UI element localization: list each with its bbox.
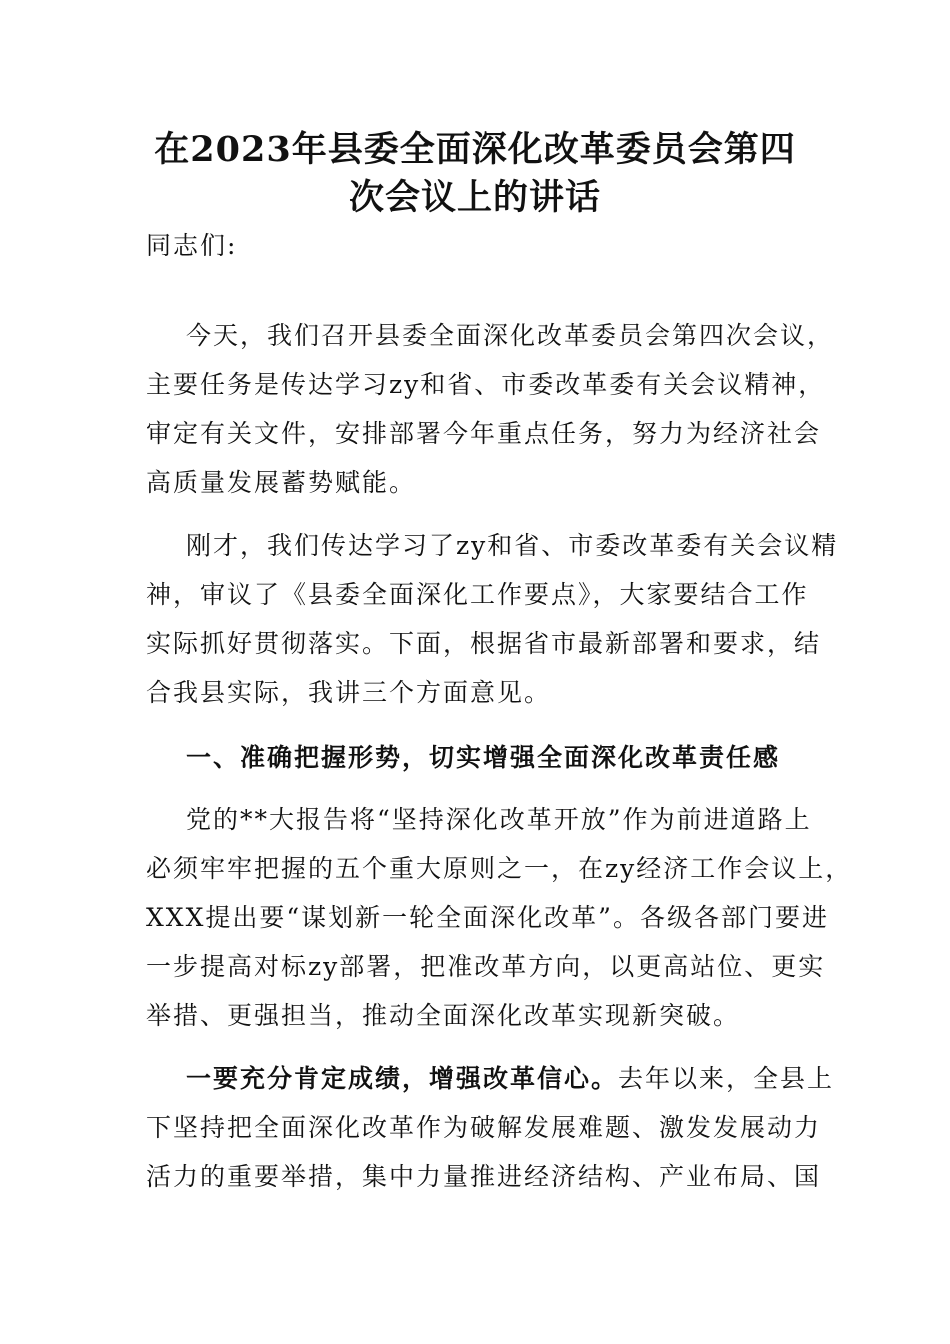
paragraph-4-line-1	[186, 1061, 834, 1097]
paragraph-2-line-1: 刚才，我们传达学习了zy和省、市委改革委有关会议精	[186, 531, 839, 560]
paragraph-3-line-3: XXX提出要“谋划新一轮全面深化改革”。各级各部门要进	[146, 903, 829, 932]
paragraph-4-line-2: 下坚持把全面深化改革作为破解发展难题、激发发展动力	[146, 1113, 822, 1142]
salutation: 同志们:	[146, 231, 238, 260]
paragraph-4-line-3: 活力的重要举措，集中力量推进经济结构、产业布局、国	[146, 1162, 822, 1191]
paragraph-2-line-3: 实际抓好贯彻落实。下面，根据省市最新部署和要求，结	[146, 629, 822, 658]
paragraph-2-line-4: 合我县实际，我讲三个方面意见。	[146, 678, 552, 707]
paragraph-4-lead-bold: 一要充分肯定成绩，增强改革信心。	[186, 1064, 619, 1093]
paragraph-2-line-2: 神，审议了《县委全面深化工作要点》，大家要结合工作	[146, 580, 809, 609]
paragraph-3-line-2: 必须牢牢把握的五个重大原则之一，在zy经济工作会议上，	[146, 854, 853, 883]
section-heading-1: 一、准确把握形势，切实增强全面深化改革责任感	[186, 743, 781, 772]
document-title-line-1: 在2023年县委全面深化改革委员会第四	[154, 129, 796, 170]
paragraph-1-line-1: 今天，我们召开县委全面深化改革委员会第四次会议，	[186, 321, 835, 350]
document-title-line-2: 次会议上的讲话	[348, 177, 601, 218]
paragraph-1-line-4: 高质量发展蓄势赋能。	[146, 468, 417, 497]
paragraph-4-lead-rest: 去年以来，全县上	[618, 1064, 835, 1093]
paragraph-3-line-5: 举措、更强担当，推动全面深化改革实现新突破。	[146, 1001, 741, 1030]
paragraph-1-line-3: 审定有关文件，安排部署今年重点任务，努力为经济社会	[146, 419, 822, 448]
paragraph-1-line-2: 主要任务是传达学习zy和省、市委改革委有关会议精神，	[146, 370, 826, 399]
paragraph-3-line-4: 一步提高对标zy部署，把准改革方向，以更高站位、更实	[146, 952, 826, 981]
paragraph-3-line-1: 党的**大报告将“坚持深化改革开放”作为前进道路上	[186, 805, 812, 834]
